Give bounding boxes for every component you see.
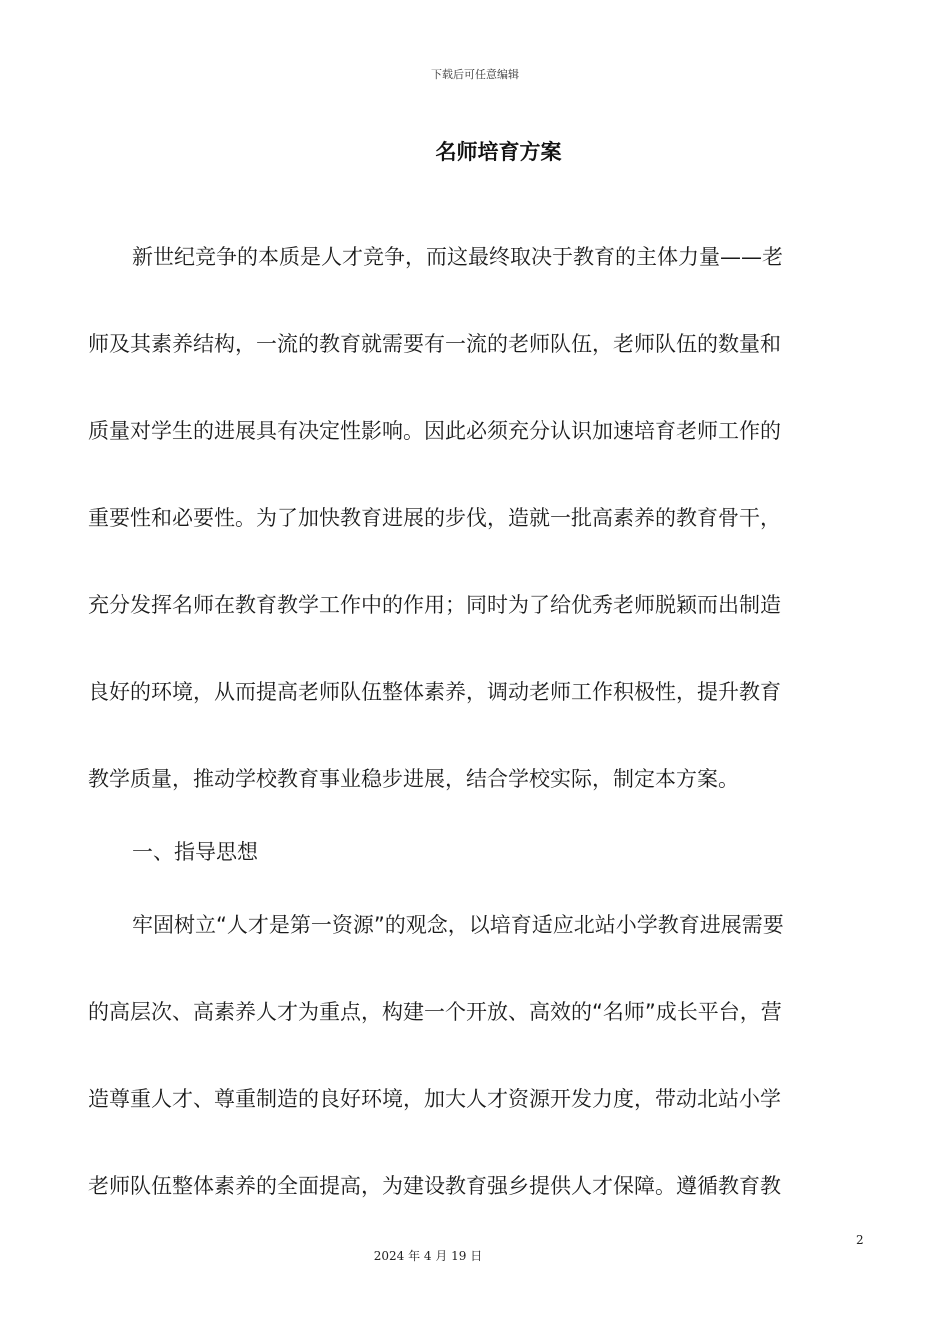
- section-heading: 一、指导思想: [132, 840, 258, 864]
- paragraph-line: 教学质量，推动学校教育事业稳步进展，结合学校实际，制定本方案。: [88, 767, 739, 791]
- footer-date: 2024 年 4 月 19 日: [373, 1249, 483, 1263]
- paragraph-line: 的高层次、高素养人才为重点，构建一个开放、高效的“名师”成长平台，营: [88, 1000, 782, 1024]
- paragraph-line: 老师队伍整体素养的全面提高，为建设教育强乡提供人才保障。遵循教育教: [88, 1174, 781, 1198]
- header-note: 下载后可任意编辑: [431, 68, 519, 81]
- page-number: 2: [856, 1233, 864, 1247]
- paragraph-line: 重要性和必要性。为了加快教育进展的步伐，造就一批高素养的教育骨干，: [88, 506, 781, 530]
- paragraph-line: 充分发挥名师在教育教学工作中的作用；同时为了给优秀老师脱颖而出制造: [88, 593, 781, 617]
- paragraph-line: 牢固树立“人才是第一资源”的观念，以培育适应北站小学教育进展需要: [132, 913, 784, 937]
- paragraph-line: 新世纪竞争的本质是人才竞争，而这最终取决于教育的主体力量——老: [132, 245, 783, 269]
- paragraph-line: 造尊重人才、尊重制造的良好环境，加大人才资源开发力度，带动北站小学: [88, 1087, 781, 1111]
- document-title: 名师培育方案: [435, 140, 562, 164]
- paragraph-line: 师及其素养结构，一流的教育就需要有一流的老师队伍，老师队伍的数量和: [88, 332, 781, 356]
- paragraph-line: 质量对学生的进展具有决定性影响。因此必须充分认识加速培育老师工作的: [88, 419, 781, 443]
- paragraph-line: 良好的环境，从而提高老师队伍整体素养，调动老师工作积极性，提升教育: [88, 680, 781, 704]
